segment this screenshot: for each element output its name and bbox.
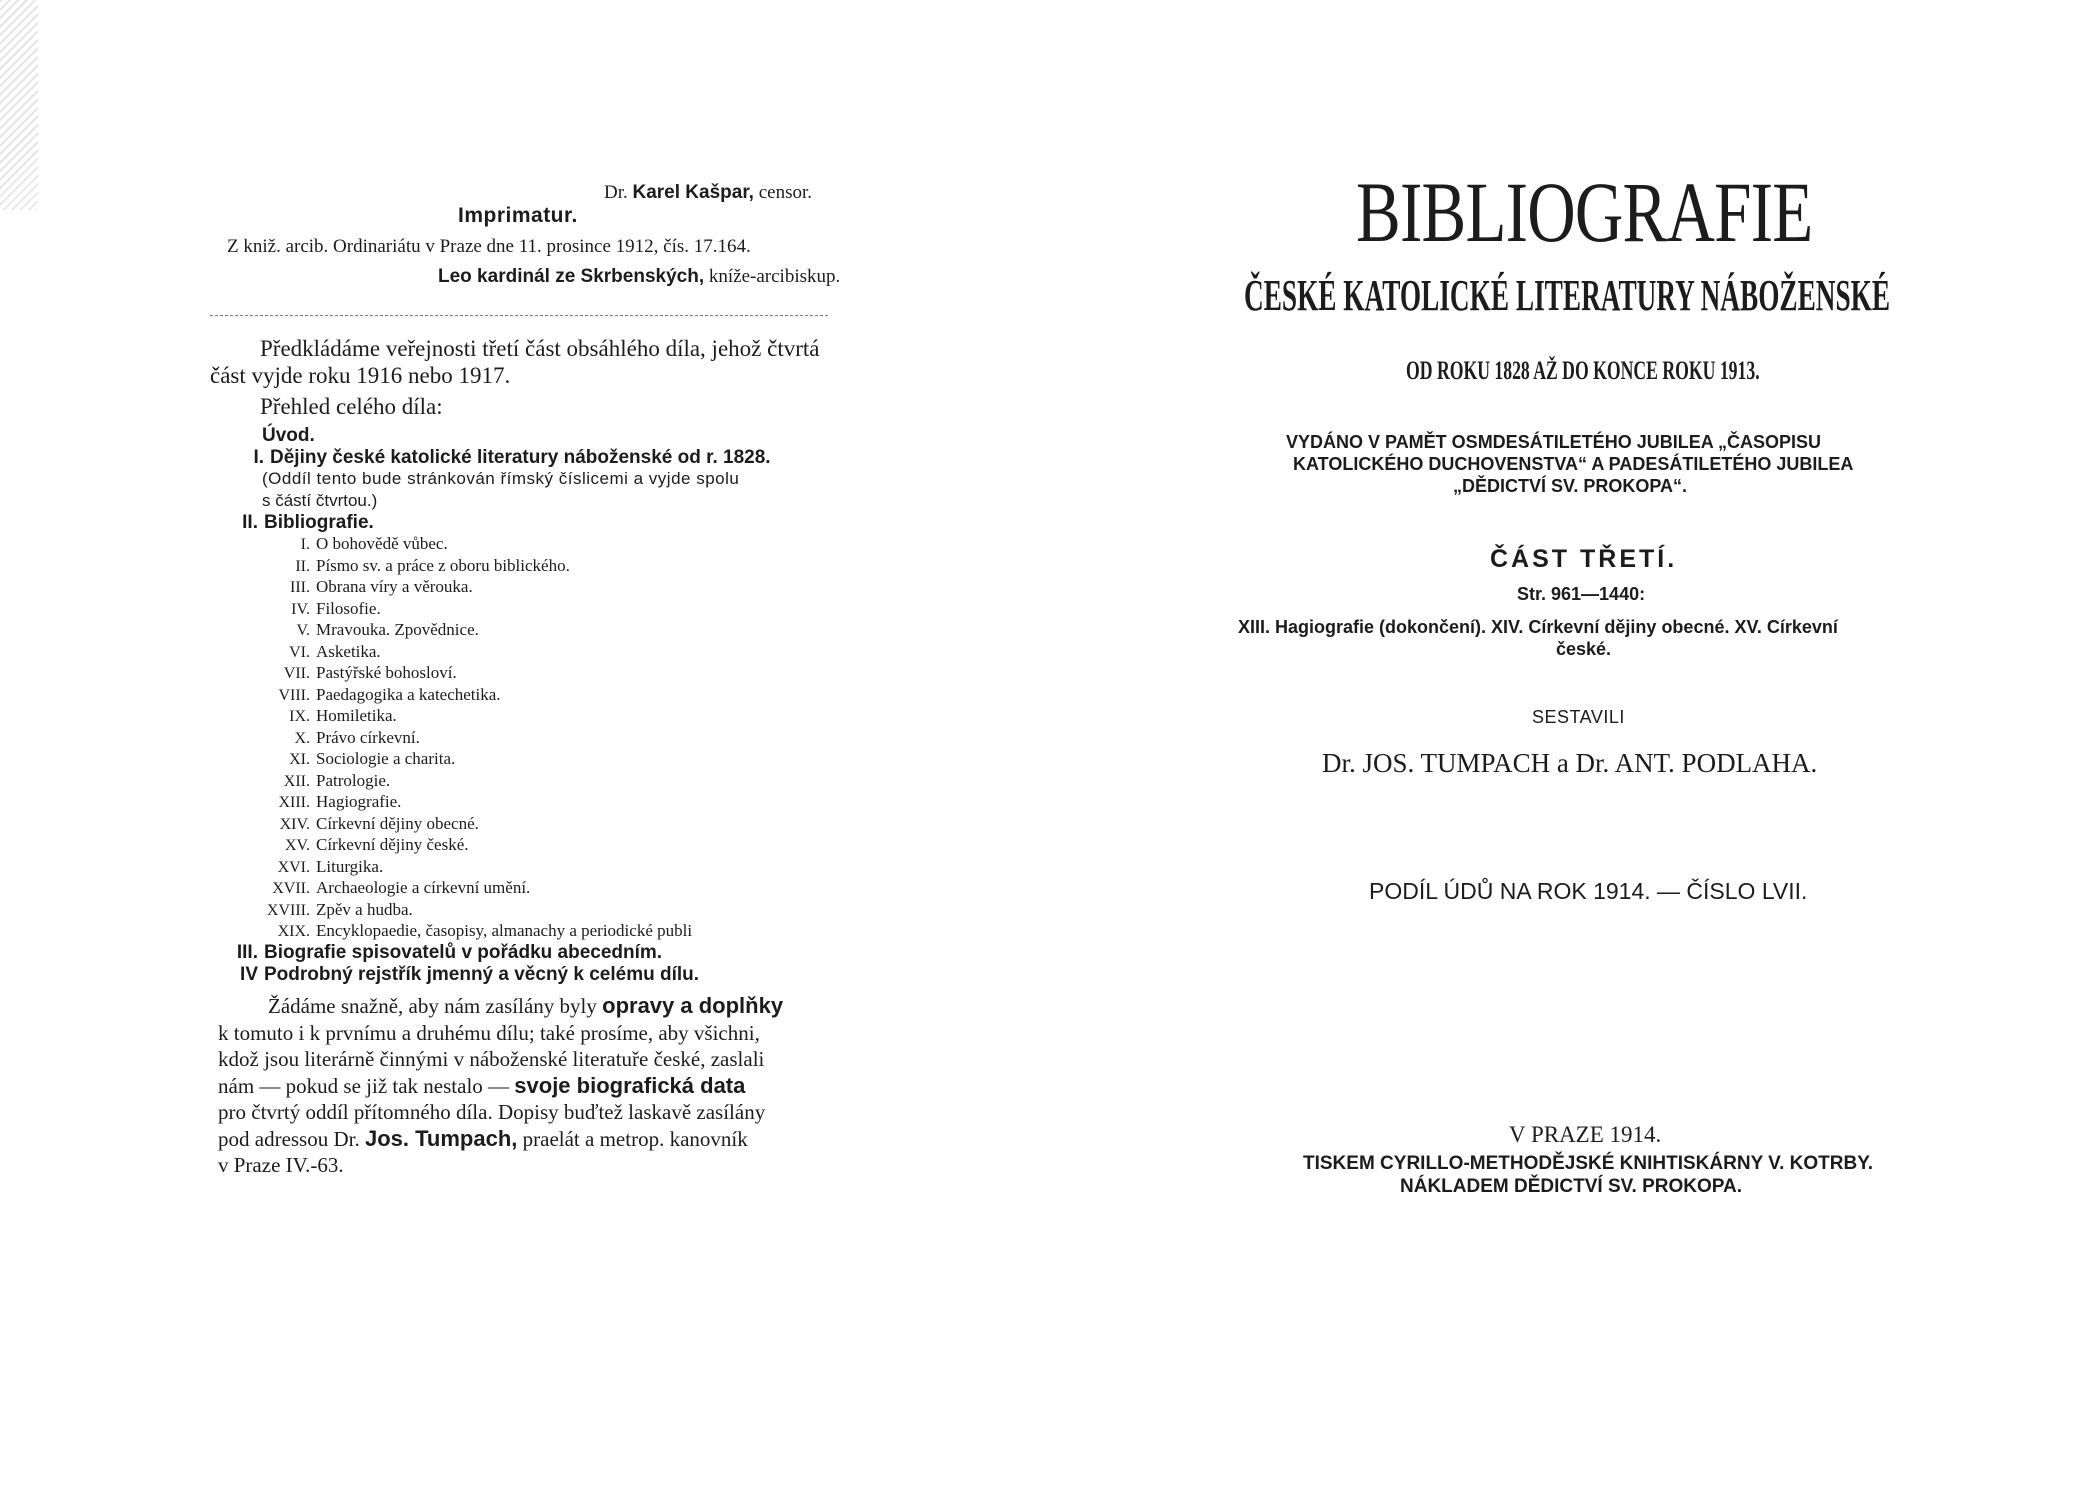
request-line — [218, 1073, 838, 1100]
bibliography-item-label: Filosofie. — [316, 598, 381, 618]
request-line — [218, 1126, 838, 1153]
toc-uvod: Úvod. — [262, 425, 315, 446]
publication-place-year: V PRAZE 1914. — [1509, 1122, 1662, 1147]
toc-section-3 — [230, 942, 662, 964]
request-emphasis: Jos. Tumpach, — [364, 1125, 518, 1151]
request-text: praelát a metrop. kanovník — [517, 1126, 748, 1151]
bibliography-subsection-list — [258, 533, 692, 942]
bibliography-item — [258, 899, 692, 921]
bibliography-item-label: Archaeologie a církevní umění. — [316, 878, 531, 897]
toc-section-title: Bibliografie. — [264, 512, 374, 533]
request-line: k tomuto i k prvnímu a druhému dílu; také prosíme, aby všichni, — [218, 1020, 760, 1045]
divider-rule — [210, 315, 828, 316]
bibliography-item-number: VII. — [283, 665, 310, 682]
request-emphasis: svoje biografická data — [514, 1072, 746, 1098]
bibliography-item-label: Encyklopaedie, časopisy, almanachy a periodické publi — [316, 921, 693, 940]
bibliography-item-number: I. — [300, 536, 310, 553]
bibliography-item-number: XVI. — [277, 858, 310, 876]
bibliography-item — [258, 727, 692, 749]
bibliography-item — [258, 662, 692, 684]
section-1-note-line-1: (Oddíl tento bude stránkován římský číslicemi a vyjde spolu — [262, 469, 740, 488]
bibliography-item — [258, 555, 692, 577]
authors: Dr. JOS. TUMPACH a Dr. ANT. PODLAHA. — [1322, 748, 1818, 778]
dedication-line-1: VYDÁNO V PAMĚT OSMDESÁTILETÉHO JUBILEA „ČASOPISU — [1286, 432, 1822, 452]
request-line: pro čtvrtý oddíl přítomného díla. Dopisy buďtež laskavě zasílány — [218, 1100, 766, 1124]
request-text: nám — pokud se již tak nestalo — — [218, 1073, 515, 1098]
bibliography-item-label: Paedagogika a katechetika. — [316, 684, 501, 704]
bibliography-item-label: Asketika. — [316, 641, 381, 661]
toc-section-2 — [230, 512, 374, 534]
request-text: Žádáme snažně, aby nám zasílány byly — [268, 994, 603, 1018]
toc-section-title: Dějiny české katolické literatury náboženské od r. 1828. — [270, 447, 771, 468]
toc-section-number: I. — [253, 447, 264, 468]
request-line: v Praze IV.-63. — [218, 1153, 344, 1177]
bibliography-item — [258, 533, 692, 555]
dedication-line-2: KATOLICKÉHO DUCHOVENSTVA“ A PADESÁTILETÉHO JUBILEA — [1293, 454, 1854, 474]
bibliography-item-number: XI. — [289, 751, 310, 768]
bibliography-item-label: Sociologie a charita. — [316, 749, 456, 768]
bibliography-item — [258, 684, 692, 706]
toc-section-title: Podrobný rejstřík jmenný a věcný k celému dílu. — [264, 964, 700, 985]
bibliography-item — [258, 598, 692, 620]
toc-section-number: II. — [242, 512, 258, 533]
bibliography-item-label: Hagiografie. — [316, 792, 402, 811]
request-line: kdož jsou literárně činnými v náboženské literatuře české, zaslali — [218, 1047, 765, 1071]
book-year-range: OD ROKU 1828 AŽ DO KONCE ROKU 1913. — [1406, 356, 1760, 385]
bibliography-item-label: Liturgika. — [316, 856, 384, 876]
bibliography-item-label: Pastýřské bohosloví. — [316, 663, 457, 682]
bibliography-item-number: XIII. — [278, 794, 310, 811]
request-paragraph — [218, 993, 838, 1179]
bibliography-item-label: Právo církevní. — [316, 727, 420, 747]
censor-role: censor. — [758, 182, 813, 203]
bibliography-item-label: Obrana víry a věrouka. — [316, 577, 473, 596]
bibliography-item-number: III. — [290, 579, 310, 596]
section-1-note-line-2: s částí čtvrtou.) — [262, 491, 378, 510]
overview-heading: Přehled celého díla: — [260, 394, 443, 419]
toc-section-title: Biografie spisovatelů v pořádku abecedním. — [264, 942, 663, 963]
censor-name: Karel Kašpar, — [632, 182, 754, 203]
publisher-line: NÁKLADEM DĚDICTVÍ SV. PROKOPA. — [1400, 1176, 1743, 1197]
bibliography-item-number: IX. — [289, 708, 310, 725]
toc-section-1 — [236, 447, 771, 469]
bibliography-item — [258, 770, 692, 792]
bibliography-item-label: Písmo sv. a práce z oboru biblického. — [316, 555, 570, 575]
toc-section-4 — [230, 964, 699, 986]
bibliography-item — [258, 641, 692, 663]
cardinal-line — [438, 266, 840, 288]
bibliography-item — [258, 791, 692, 813]
ordinariat-line: Z kniž. arcib. Ordinariátu v Praze dne 11. prosince 1912, čís. 17.164. — [227, 236, 751, 257]
bibliography-item-number: XVII. — [272, 880, 310, 897]
bibliography-item — [258, 748, 692, 770]
intro-line-1: Předkládáme veřejnosti třetí část obsáhlého díla, jehož čtvrtá — [260, 336, 820, 361]
bibliography-item — [258, 877, 692, 899]
dedication-line-3: „DĚDICTVÍ SV. PROKOPA“. — [1453, 476, 1688, 496]
cardinal-title: kníže-arcibiskup. — [708, 266, 841, 287]
bibliography-item-number: X. — [294, 729, 310, 747]
bibliography-item-number: XVIII. — [266, 901, 310, 919]
bibliography-item-number: V. — [296, 622, 310, 639]
intro-line-2: část vyjde roku 1916 nebo 1917. — [210, 363, 511, 388]
bibliography-item-number: II. — [295, 557, 310, 575]
compiled-by-label: SESTAVILI — [1532, 707, 1625, 727]
cardinal-name: Leo kardinál ze Skrbenských, — [438, 266, 705, 287]
part-label: ČÁST TŘETÍ. — [1490, 545, 1678, 573]
bibliography-item-number: XII. — [283, 772, 310, 790]
contents-line-1: XIII. Hagiografie (dokončení). XIV. Církevní dějiny obecné. XV. Církevní — [1238, 617, 1838, 637]
printer-line: TISKEM CYRILLO-METHODĚJSKÉ KNIHTISKÁRNY V. KOTRBY. — [1303, 1153, 1874, 1174]
imprimatur: Imprimatur. — [458, 204, 578, 227]
bibliography-item — [258, 856, 692, 878]
bibliography-item-number: IV. — [291, 600, 310, 618]
bibliography-item — [258, 619, 692, 641]
bibliography-item — [258, 705, 692, 727]
bibliography-item-label: Zpěv a hudba. — [316, 899, 413, 919]
request-text: pod adressou Dr. — [218, 1126, 365, 1151]
book-title: BIBLIOGRAFIE — [1356, 164, 1813, 260]
bibliography-item-number: VIII. — [278, 686, 310, 704]
bibliography-item-number: XIV. — [279, 815, 310, 833]
bibliography-item-label: Mravouka. Zpovědnice. — [316, 620, 479, 639]
bibliography-item-label: Homiletika. — [316, 706, 397, 725]
membership-share: PODÍL ÚDŮ NA ROK 1914. — ČÍSLO LVII. — [1369, 878, 1808, 904]
bibliography-item-label: O bohovědě vůbec. — [316, 534, 448, 553]
censor-prefix: Dr. — [604, 182, 628, 203]
bibliography-item — [258, 834, 692, 856]
toc-section-number: III. — [236, 942, 258, 963]
bibliography-item-number: XV. — [284, 837, 310, 854]
censor-line — [604, 182, 812, 204]
bibliography-item-label: Církevní dějiny obecné. — [316, 813, 479, 833]
bibliography-item — [258, 576, 692, 598]
bibliography-item-number: VI. — [289, 643, 310, 661]
bibliography-item-label: Patrologie. — [316, 770, 391, 790]
page-range: Str. 961—1440: — [1517, 584, 1646, 604]
contents-line-2: české. — [1556, 639, 1612, 659]
bibliography-item-label: Církevní dějiny české. — [316, 835, 469, 854]
toc-section-number: IV — [240, 964, 258, 985]
stamp-smudge — [0, 0, 38, 210]
request-emphasis: opravy a doplňky — [602, 993, 784, 1018]
book-subtitle: ČESKÉ KATOLICKÉ LITERATURY NÁBOŽENSKÉ — [1244, 271, 1891, 320]
bibliography-item — [258, 813, 692, 835]
bibliography-item — [258, 920, 692, 942]
request-line — [218, 993, 838, 1020]
right-page — [1048, 0, 2096, 1500]
bibliography-item-number: XIX. — [277, 923, 310, 940]
